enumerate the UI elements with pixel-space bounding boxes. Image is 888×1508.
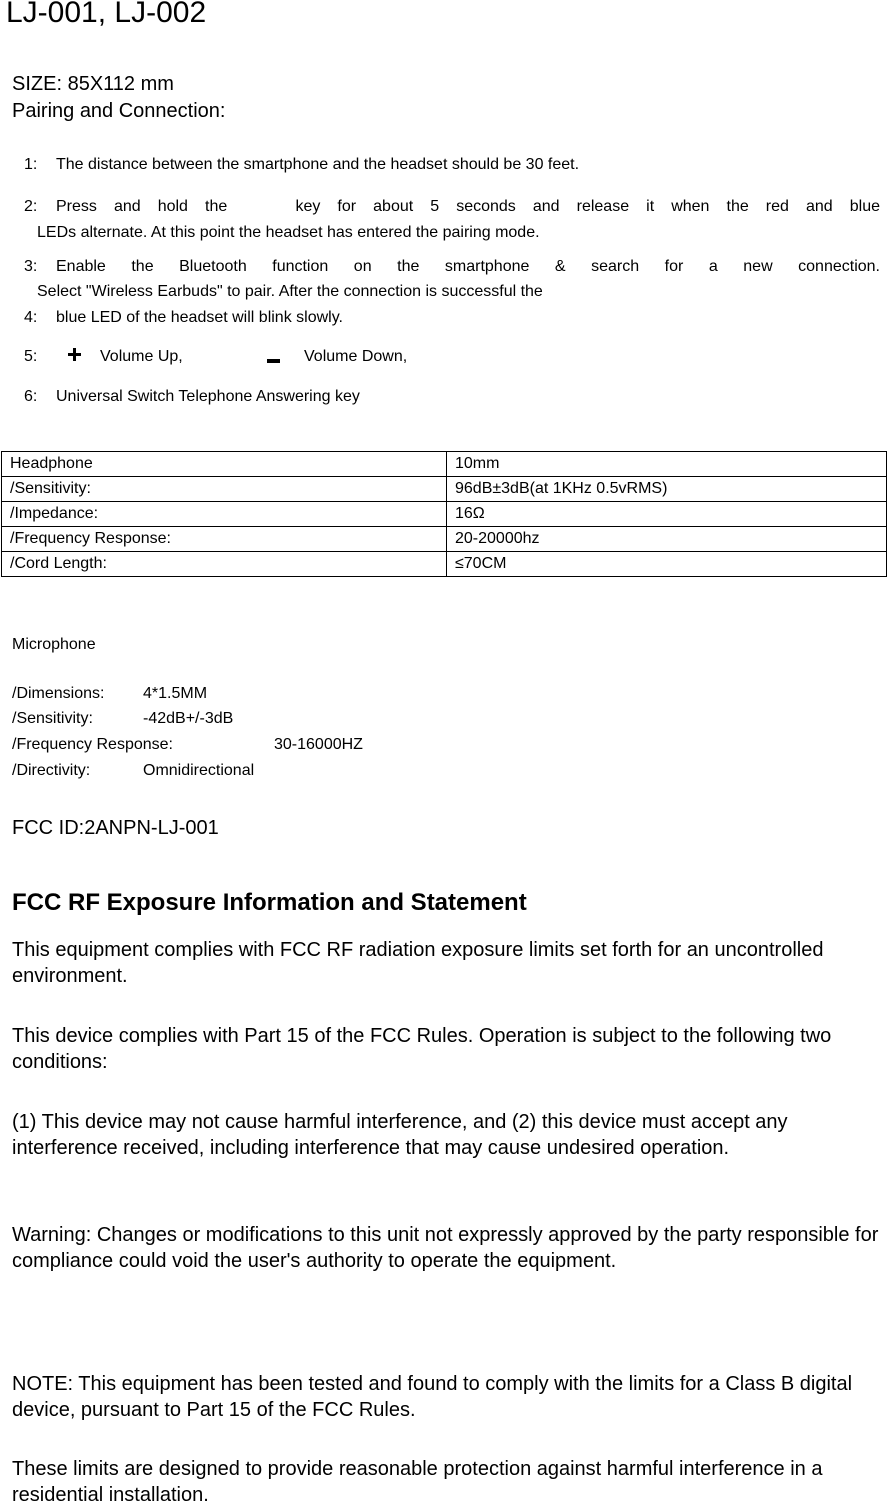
- step-number: 4:: [24, 309, 38, 326]
- step-number: 5:: [24, 348, 38, 365]
- spec-value: ≤70CM: [447, 552, 887, 577]
- step-number: 1:: [24, 156, 38, 173]
- spec-value: 16Ω: [447, 502, 887, 527]
- step-text: blue LED of the headset will blink slowly.: [56, 309, 343, 326]
- spec-label: /Sensitivity:: [2, 477, 447, 502]
- step-text: Press and hold the key for about 5 seconds and release it when the red and blue: [56, 198, 880, 215]
- rf-exposure-heading: FCC RF Exposure Information and Statement: [12, 889, 527, 916]
- spec-label: /Frequency Response:: [2, 527, 447, 552]
- step-text: The distance between the smartphone and the headset should be 30 feet.: [56, 156, 580, 173]
- mic-dimensions-value: 4*1.5MM: [143, 685, 208, 702]
- table-row: [2, 477, 887, 502]
- minus-icon: [267, 359, 280, 363]
- mic-frequency-label: /Frequency Response:: [12, 736, 173, 753]
- spec-value: 96dB±3dB(at 1KHz 0.5vRMS): [447, 477, 887, 502]
- step-text: Enable the Bluetooth function on the smartphone & search for a new connection.: [56, 258, 880, 275]
- step-number: 6:: [24, 388, 38, 405]
- fcc-id: FCC ID:2ANPN-LJ-001: [12, 817, 219, 839]
- pairing-heading: Pairing and Connection:: [12, 100, 226, 122]
- spec-value: 20-20000hz: [447, 527, 887, 552]
- plus-icon: [68, 348, 81, 361]
- step-continuation: Select "Wireless Earbuds" to pair. After the connection is successful the: [37, 283, 543, 300]
- mic-sensitivity-label: /Sensitivity:: [12, 710, 93, 727]
- headphone-spec-table: [1, 451, 887, 577]
- table-row: [2, 527, 887, 552]
- spec-label: /Cord Length:: [2, 552, 447, 577]
- size-line: SIZE: 85X112 mm: [12, 73, 174, 95]
- volume-up-label: Volume Up,: [100, 348, 183, 365]
- paragraph-part15: This device complies with Part 15 of the FCC Rules. Operation is subject to the following two conditions:: [12, 1025, 832, 1073]
- table-row: [2, 502, 887, 527]
- table-row: [2, 452, 887, 477]
- mic-frequency-value: 30-16000HZ: [274, 736, 363, 753]
- mic-sensitivity-value: -42dB+/-3dB: [143, 710, 234, 727]
- step-number: 2:: [24, 198, 38, 215]
- spec-label: Headphone: [2, 452, 447, 477]
- mic-dimensions-label: /Dimensions:: [12, 685, 105, 702]
- spec-label: /Impedance:: [2, 502, 447, 527]
- step-text: Universal Switch Telephone Answering key: [56, 388, 360, 405]
- document-title: LJ-001, LJ-002: [6, 0, 207, 29]
- paragraph-conditions: (1) This device may not cause harmful interference, and (2) this device must accept any interference received, including interference that may cause undesired operation.: [12, 1111, 788, 1159]
- paragraph-warning: Warning: Changes or modifications to this unit not expressly approved by the party responsible for compliance could void the user's authority to operate the equipment.: [12, 1224, 879, 1272]
- mic-directivity-label: /Directivity:: [12, 762, 91, 779]
- paragraph-rf-limits: This equipment complies with FCC RF radiation exposure limits set forth for an uncontrolled environment.: [12, 939, 824, 987]
- step-continuation: LEDs alternate. At this point the headset has entered the pairing mode.: [37, 224, 540, 241]
- paragraph-note: NOTE: This equipment has been tested and found to comply with the limits for a Class B digital device, pursuant to Part 15 of the FCC Rules.: [12, 1373, 853, 1421]
- paragraph-limits: These limits are designed to provide reasonable protection against harmful interference in a residential installation.: [12, 1458, 823, 1506]
- microphone-heading: Microphone: [12, 636, 96, 653]
- mic-directivity-value: Omnidirectional: [143, 762, 255, 779]
- step-number: 3:: [24, 258, 38, 275]
- volume-down-label: Volume Down,: [304, 348, 408, 365]
- spec-value: 10mm: [447, 452, 887, 477]
- table-row: [2, 552, 887, 577]
